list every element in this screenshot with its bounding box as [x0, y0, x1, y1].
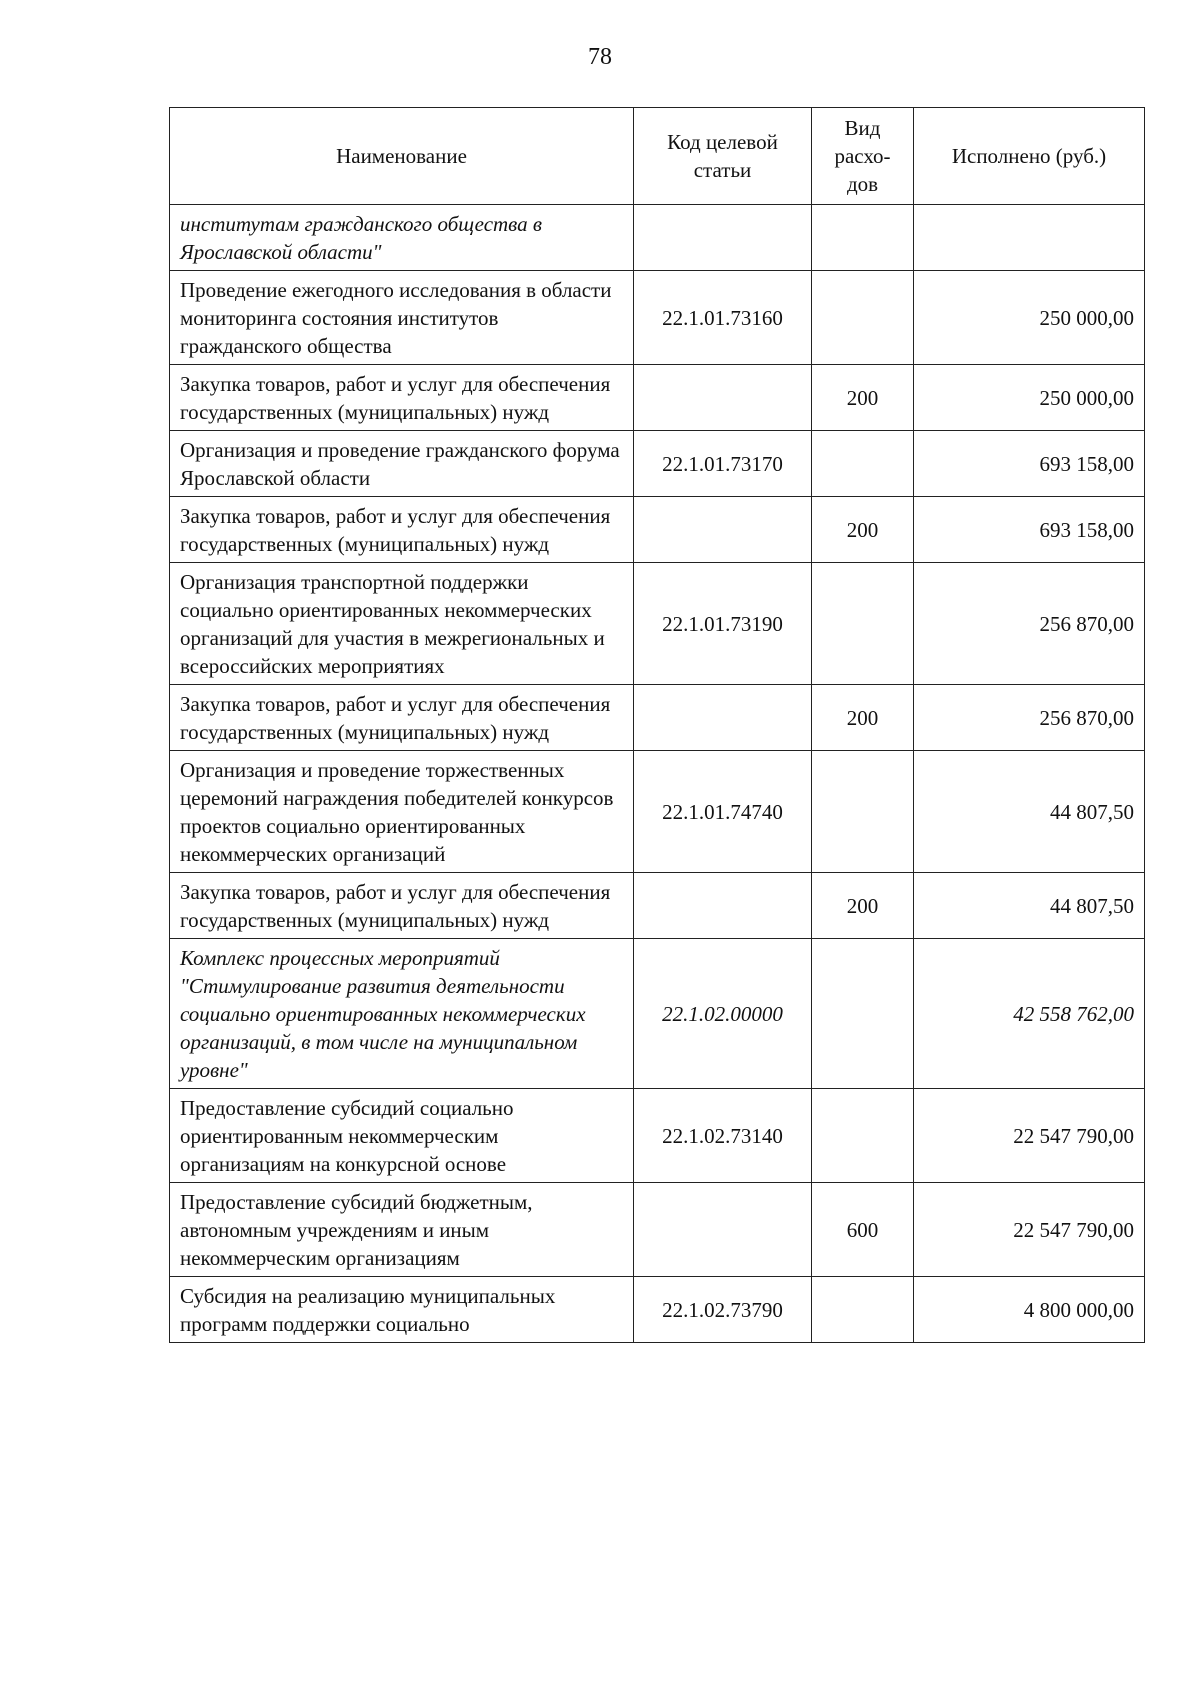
table-row — [170, 271, 1145, 365]
row-name-cell: Субсидия на реализацию муниципальных программ поддержки социально — [170, 1277, 634, 1343]
page-number: 78 — [588, 44, 612, 70]
row-name-cell: Организация транспортной поддержки социально ориентированных некоммерческих организаций для участия в межрегиональных и всероссийских мероприятиях — [170, 563, 634, 685]
row-amount-cell: 256 870,00 — [914, 685, 1145, 751]
row-name-cell: Организация и проведение торжественных церемоний награждения победителей конкурсов проектов социально ориентированных некоммерческих организаций — [170, 751, 634, 873]
row-name-cell: Закупка товаров, работ и услуг для обеспечения государственных (муниципальных) нужд — [170, 365, 634, 431]
table-row — [170, 1183, 1145, 1277]
table-row — [170, 431, 1145, 497]
row-code-cell: 22.1.02.73140 — [634, 1089, 812, 1183]
row-amount-cell: 250 000,00 — [914, 365, 1145, 431]
row-code-cell — [634, 873, 812, 939]
table-header-row — [170, 108, 1145, 205]
row-amount-cell: 693 158,00 — [914, 431, 1145, 497]
row-type-cell: 600 — [812, 1183, 914, 1277]
row-name-cell: Закупка товаров, работ и услуг для обеспечения государственных (муниципальных) нужд — [170, 873, 634, 939]
table-row — [170, 939, 1145, 1089]
row-name-cell: Закупка товаров, работ и услуг для обеспечения государственных (муниципальных) нужд — [170, 685, 634, 751]
table-row — [170, 751, 1145, 873]
row-amount-cell: 693 158,00 — [914, 497, 1145, 563]
header-code: Код целевой статьи — [634, 108, 812, 205]
row-amount-cell — [914, 205, 1145, 271]
row-type-cell — [812, 939, 914, 1089]
row-amount-cell: 250 000,00 — [914, 271, 1145, 365]
row-code-cell: 22.1.01.73160 — [634, 271, 812, 365]
budget-execution-table — [169, 107, 1145, 1343]
table-row — [170, 873, 1145, 939]
row-type-cell — [812, 1277, 914, 1343]
row-type-cell: 200 — [812, 685, 914, 751]
row-amount-cell: 256 870,00 — [914, 563, 1145, 685]
row-amount-cell: 44 807,50 — [914, 873, 1145, 939]
row-code-cell: 22.1.01.73170 — [634, 431, 812, 497]
row-code-cell — [634, 205, 812, 271]
table-row — [170, 1089, 1145, 1183]
row-amount-cell: 42 558 762,00 — [914, 939, 1145, 1089]
row-name-cell: Комплекс процессных мероприятий "Стимулирование развития деятельности социально ориентированных некоммерческих организаций, в том числе на муниципальном уровне" — [170, 939, 634, 1089]
row-code-cell: 22.1.02.73790 — [634, 1277, 812, 1343]
row-name-cell: Предоставление субсидий социально ориентированным некоммерческим организациям на конкурсной основе — [170, 1089, 634, 1183]
row-type-cell — [812, 271, 914, 365]
row-amount-cell: 4 800 000,00 — [914, 1277, 1145, 1343]
row-amount-cell: 22 547 790,00 — [914, 1183, 1145, 1277]
row-type-cell — [812, 1089, 914, 1183]
header-name: Наименование — [170, 108, 634, 205]
row-name-cell: Организация и проведение гражданского форума Ярославской области — [170, 431, 634, 497]
header-type: Вид расхо-дов — [812, 108, 914, 205]
row-code-cell: 22.1.01.73190 — [634, 563, 812, 685]
row-code-cell: 22.1.02.00000 — [634, 939, 812, 1089]
row-amount-cell: 44 807,50 — [914, 751, 1145, 873]
table-row — [170, 205, 1145, 271]
row-name-cell: Закупка товаров, работ и услуг для обеспечения государственных (муниципальных) нужд — [170, 497, 634, 563]
row-name-cell: институтам гражданского общества в Ярославской области" — [170, 205, 634, 271]
table-row — [170, 365, 1145, 431]
row-type-cell: 200 — [812, 497, 914, 563]
row-type-cell — [812, 205, 914, 271]
row-type-cell — [812, 563, 914, 685]
row-name-cell: Проведение ежегодного исследования в области мониторинга состояния институтов гражданского общества — [170, 271, 634, 365]
row-type-cell: 200 — [812, 873, 914, 939]
header-amount: Исполнено (руб.) — [914, 108, 1145, 205]
row-code-cell — [634, 1183, 812, 1277]
table-row — [170, 563, 1145, 685]
table-row — [170, 685, 1145, 751]
row-code-cell: 22.1.01.74740 — [634, 751, 812, 873]
row-type-cell — [812, 751, 914, 873]
row-type-cell: 200 — [812, 365, 914, 431]
row-type-cell — [812, 431, 914, 497]
table-row — [170, 497, 1145, 563]
row-name-cell: Предоставление субсидий бюджетным, автономным учреждениям и иным некоммерческим организациям — [170, 1183, 634, 1277]
row-code-cell — [634, 685, 812, 751]
table-row — [170, 1277, 1145, 1343]
row-code-cell — [634, 365, 812, 431]
row-amount-cell: 22 547 790,00 — [914, 1089, 1145, 1183]
table-body — [170, 205, 1145, 1343]
row-code-cell — [634, 497, 812, 563]
